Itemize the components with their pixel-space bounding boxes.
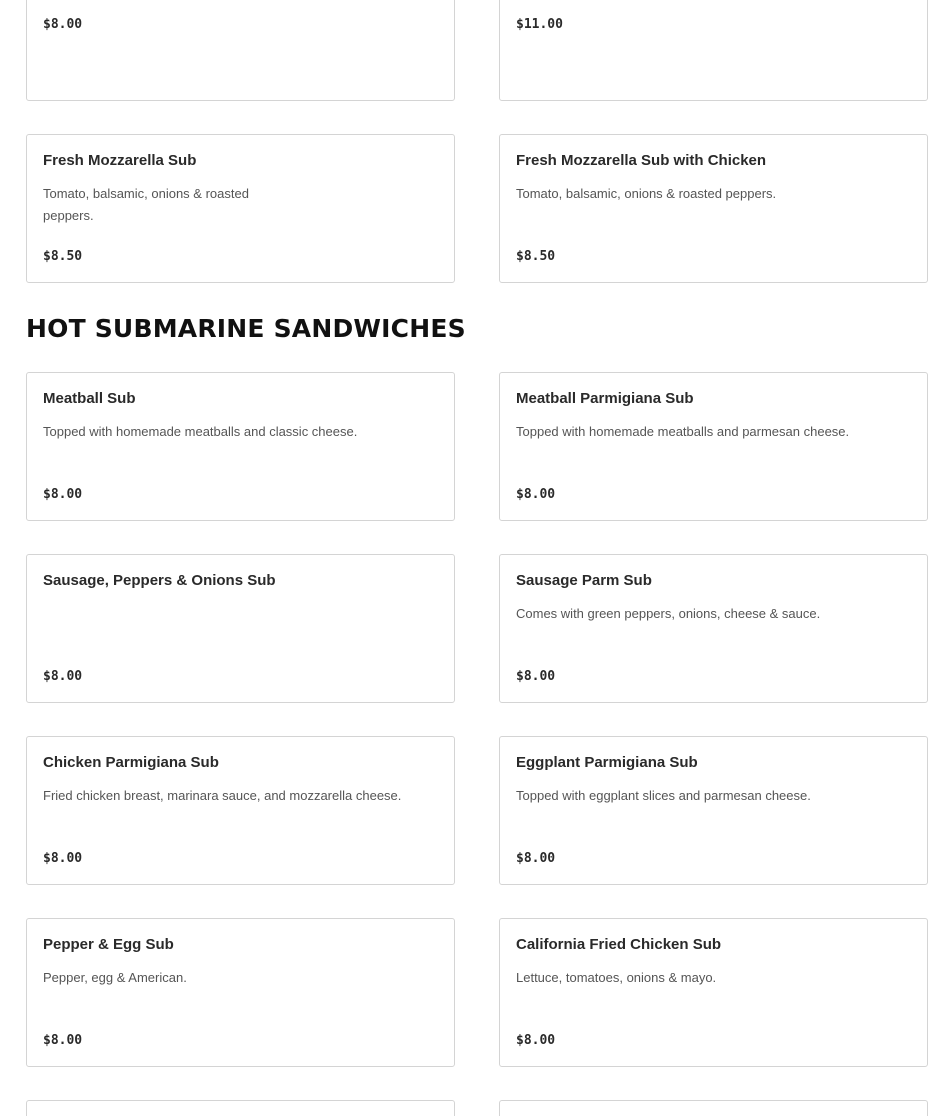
menu-item-card[interactable] bbox=[499, 1100, 928, 1116]
menu-item-card[interactable] bbox=[499, 134, 928, 283]
menu-item-price: $11.00 bbox=[516, 17, 563, 32]
menu-item-name: Fresh Mozzarella Sub with Chicken bbox=[516, 152, 767, 169]
menu-item-price: $8.00 bbox=[516, 487, 556, 502]
menu-item-card[interactable] bbox=[499, 0, 928, 101]
menu-item-name: Sausage Parm Sub bbox=[516, 572, 652, 589]
menu-item-price: $8.00 bbox=[43, 669, 83, 684]
menu-item-price: $8.00 bbox=[516, 851, 556, 866]
menu-item-card[interactable] bbox=[26, 1100, 455, 1116]
menu-item-price: $8.50 bbox=[43, 249, 83, 264]
menu-item-name: Fresh Mozzarella Sub bbox=[43, 152, 197, 169]
menu-item-description: Lettuce, tomatoes, onions & mayo. bbox=[516, 970, 717, 985]
menu-item-name: Chicken Parmigiana Sub bbox=[43, 754, 219, 771]
menu-item-card[interactable] bbox=[499, 554, 928, 703]
section-title: HOT SUBMARINE SANDWICHES bbox=[26, 314, 466, 343]
menu-item-description: Topped with eggplant slices and parmesan cheese. bbox=[516, 788, 811, 803]
menu-item-name: California Fried Chicken Sub bbox=[516, 936, 722, 953]
menu-item-card[interactable] bbox=[26, 918, 455, 1067]
menu-item-price: $8.00 bbox=[43, 851, 83, 866]
menu-item-price: $8.00 bbox=[516, 1033, 556, 1048]
menu-item-card[interactable] bbox=[499, 918, 928, 1067]
menu-item-card[interactable] bbox=[26, 134, 455, 283]
menu-item-description: Tomato, balsamic, onions & roasted peppers. bbox=[516, 186, 777, 201]
menu-item-name: Pepper & Egg Sub bbox=[43, 936, 174, 953]
menu-item-description: Topped with homemade meatballs and parmesan cheese. bbox=[516, 424, 850, 439]
menu-item-card[interactable] bbox=[499, 736, 928, 885]
menu-item-description: Fried chicken breast, marinara sauce, and mozzarella cheese. bbox=[43, 788, 402, 803]
menu-item-card[interactable] bbox=[499, 372, 928, 521]
menu-item-description: Pepper, egg & American. bbox=[43, 970, 187, 985]
menu-item-name: Meatball Sub bbox=[43, 390, 136, 407]
menu-item-description: Topped with homemade meatballs and classic cheese. bbox=[43, 424, 358, 439]
menu-item-price: $8.00 bbox=[516, 669, 556, 684]
menu-item-name: Sausage, Peppers & Onions Sub bbox=[43, 572, 276, 589]
menu-item-card[interactable] bbox=[26, 736, 455, 885]
menu-item-price: $8.00 bbox=[43, 17, 83, 32]
menu-item-name: Eggplant Parmigiana Sub bbox=[516, 754, 698, 771]
menu-item-price: $8.50 bbox=[516, 249, 556, 264]
menu-item-name: Meatball Parmigiana Sub bbox=[516, 390, 694, 407]
menu-item-card[interactable] bbox=[26, 0, 455, 101]
menu-item-card[interactable] bbox=[26, 554, 455, 703]
menu-item-card[interactable] bbox=[26, 372, 455, 521]
menu-item-price: $8.00 bbox=[43, 1033, 83, 1048]
menu-item-description: Comes with green peppers, onions, cheese & sauce. bbox=[516, 606, 821, 621]
menu-item-description: Tomato, balsamic, onions & roasted peppers. bbox=[43, 186, 249, 223]
menu-item-price: $8.00 bbox=[43, 487, 83, 502]
